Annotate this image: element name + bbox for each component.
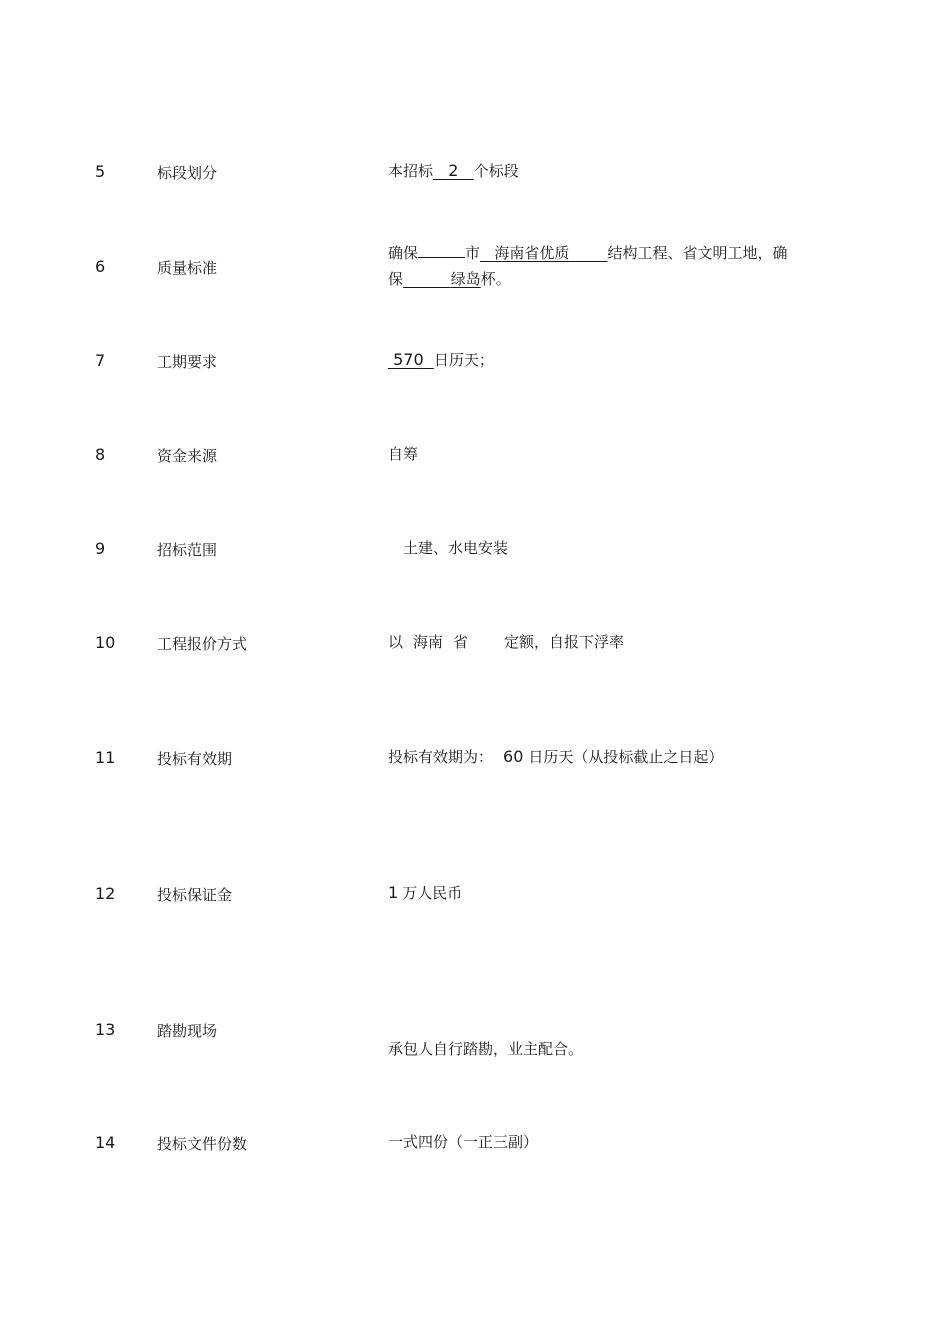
item-content	[388, 240, 858, 292]
item-content	[388, 1129, 858, 1155]
item-number: 10	[95, 633, 116, 652]
content-text: 以	[388, 633, 404, 651]
content-text: 自筹	[388, 445, 419, 463]
item-label: 工程报价方式	[157, 635, 248, 653]
item-content	[403, 535, 873, 561]
item-label: 招标范围	[157, 541, 218, 559]
item-content	[388, 158, 858, 184]
item-content	[388, 347, 858, 373]
content-text: 本招标	[388, 162, 434, 180]
item-label: 资金来源	[157, 447, 218, 465]
content-text: 承包人自行踏勘，业主配合。	[388, 1040, 584, 1058]
underlined-value: 570	[393, 350, 424, 369]
item-number: 11	[95, 748, 116, 767]
item-label: 踏勘现场	[157, 1022, 218, 1040]
item-number: 13	[95, 1020, 116, 1039]
item-label: 工期要求	[157, 353, 218, 371]
item-label: 投标保证金	[157, 886, 233, 904]
content-text: 确保	[388, 244, 419, 262]
item-label: 投标有效期	[157, 750, 233, 768]
value-text: 1	[388, 883, 399, 902]
content-text: 保	[388, 270, 404, 288]
content-text: 一式四份（一正三副）	[388, 1133, 539, 1151]
content-text: 日历天（从投标截止之日起）	[528, 748, 724, 766]
content-text: 万人民币	[402, 884, 463, 902]
underlined-value: 绿岛	[450, 270, 481, 288]
item-label: 质量标准	[157, 259, 218, 277]
item-content	[388, 441, 858, 467]
item-number: 5	[95, 162, 106, 181]
item-number: 14	[95, 1133, 116, 1152]
content-text: 结构工程、省文明工地，确	[607, 244, 788, 262]
content-text: 日历天；	[433, 351, 494, 369]
item-number: 7	[95, 351, 106, 370]
content-text: 海南	[413, 633, 444, 651]
item-number: 8	[95, 445, 106, 464]
item-content	[388, 629, 858, 655]
content-text: 投标有效期为：	[388, 748, 494, 766]
item-content	[388, 744, 858, 770]
content-text: 个标段	[473, 162, 519, 180]
content-text: 省	[453, 633, 469, 651]
item-number: 12	[95, 884, 116, 903]
item-number: 9	[95, 539, 106, 558]
blank-line	[418, 242, 465, 258]
item-content	[388, 880, 858, 906]
item-label: 标段划分	[157, 164, 218, 182]
item-label: 投标文件份数	[157, 1135, 248, 1153]
content-text: 土建、水电安装	[403, 539, 509, 557]
item-number: 6	[95, 257, 106, 276]
underlined-value: 海南省优质	[494, 244, 570, 262]
item-content	[388, 1036, 858, 1062]
content-text: 市	[465, 244, 481, 262]
content-text: 定额，自报下浮率	[504, 633, 625, 651]
underlined-value: 2	[448, 161, 459, 180]
content-text: 杯。	[480, 270, 511, 288]
value-text: 60	[503, 747, 524, 766]
